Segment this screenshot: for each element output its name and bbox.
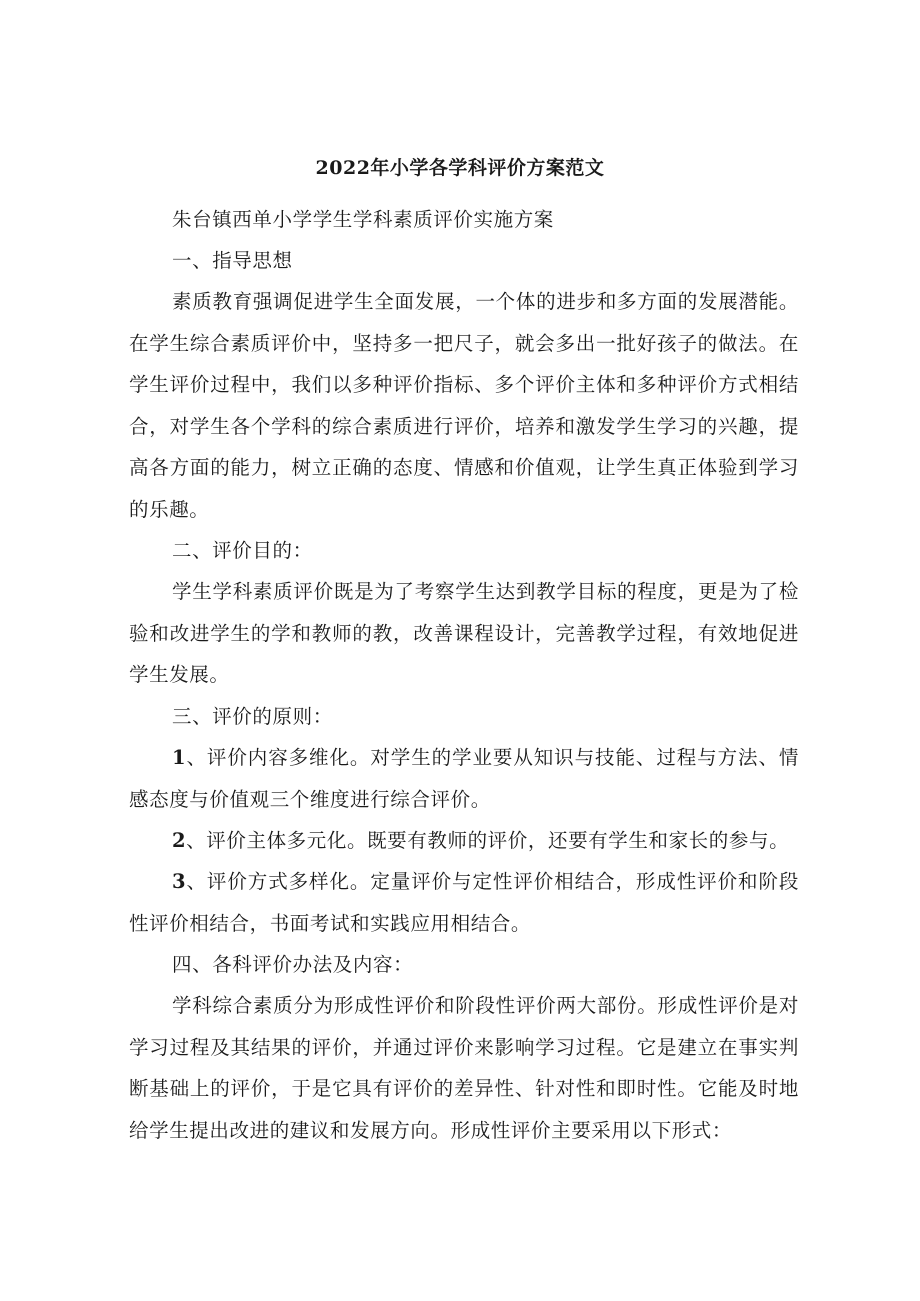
section-2-body: 学生学科素质评价既是为了考察学生达到教学目标的程度，更是为了检验和改进学生的学和教师的教，改善课程设计，完善教学过程，有效地促进学生发展。 — [129, 580, 799, 686]
principle-1 — [129, 737, 799, 820]
principle-3 — [129, 861, 799, 944]
document-title: 2022年小学各学科评价方案范文 — [315, 157, 605, 179]
principle-3-text: 、评价方式多样化。定量评价与定性评价相结合，形成性评价和阶段性评价相结合，书面考试和实践应用相结合。 — [129, 870, 799, 935]
section-3-heading: 三、评价的原则： — [172, 705, 333, 728]
principle-1-text: 、评价内容多维化。对学生的学业要从知识与技能、过程与方法、情感态度与价值观三个维度进行综合评价。 — [129, 746, 799, 811]
section-1-body: 素质教育强调促进学生全面发展，一个体的进步和多方面的发展潜能。在学生综合素质评价中，坚持多一把尺子，就会多出一批好孩子的做法。在学生评价过程中，我们以多种评价指标、多个评价主体和多种评价方式相结合，对学生各个学科的综合素质进行评价，培养和激发学生学习的兴趣，提高各方面的能力，树立正确的态度、情感和价值观，让学生真正体验到学习的乐趣。 — [129, 290, 799, 521]
principle-2 — [129, 820, 799, 862]
section-1-heading: 一、指导思想 — [172, 249, 293, 272]
section-2-heading: 二、评价目的： — [172, 539, 313, 562]
principle-2-number: 2 — [172, 829, 187, 852]
section-4-body: 学科综合素质分为形成性评价和阶段性评价两大部份。形成性评价是对学习过程及其结果的评价，并通过评价来影响学习过程。它是建立在事实判断基础上的评价，于是它具有评价的差异性、针对性和即时性。它能及时地给学生提出改进的建议和发展方向。形成性评价主要采用以下形式： — [129, 994, 799, 1142]
document-subtitle: 朱台镇西单小学学生学科素质评价实施方案 — [172, 208, 554, 231]
principle-2-text: 、评价主体多元化。既要有教师的评价，还要有学生和家长的参与。 — [186, 829, 790, 852]
section-4-heading: 四、各科评价办法及内容： — [172, 953, 414, 976]
principle-3-number: 3 — [172, 870, 187, 893]
principle-1-number: 1 — [172, 746, 187, 769]
